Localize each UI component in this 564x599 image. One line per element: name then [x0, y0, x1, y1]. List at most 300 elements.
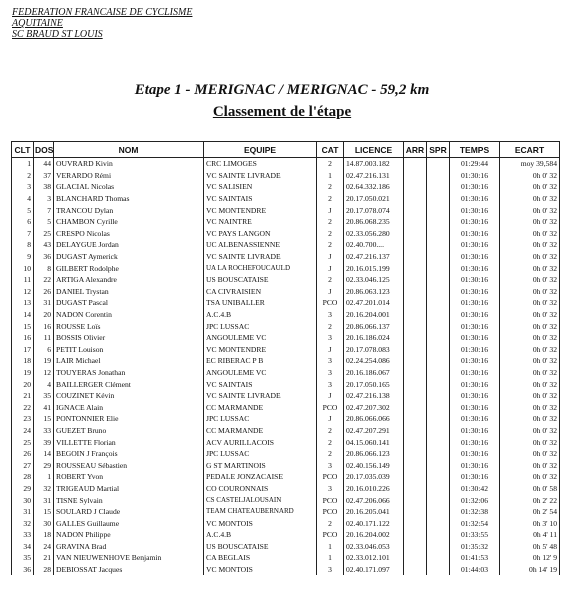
cell-time: 01:32:54 [450, 517, 500, 529]
column-header-category: CAT [317, 142, 344, 158]
cell-team: VC SALISIEN [204, 181, 317, 193]
cell-team: US BOUSCATAISE [204, 541, 317, 553]
cell-rank: 6 [12, 216, 34, 228]
cell-licence: 02.47.201.014 [344, 297, 404, 309]
cell-arrival [404, 471, 427, 483]
cell-rank: 27 [12, 459, 34, 471]
column-header-time: TEMPS [450, 142, 500, 158]
table-row [12, 274, 560, 286]
cell-team: TSA UNIBALLER [204, 297, 317, 309]
cell-bib: 25 [34, 228, 54, 240]
table-row [12, 552, 560, 564]
cell-team: TEAM CHATEAUBERNARD [204, 506, 317, 518]
cell-time: 01:32:06 [450, 494, 500, 506]
cell-gap: 0h 0' 32 [500, 355, 560, 367]
table-row [12, 459, 560, 471]
region-name: AQUITAINE [12, 18, 63, 29]
cell-rank: 15 [12, 320, 34, 332]
cell-team: UA LA ROCHEFOUCAULD [204, 262, 317, 274]
cell-bib: 44 [34, 158, 54, 170]
cell-name: BEGOIN J François [54, 448, 204, 460]
cell-gap: 0h 0' 32 [500, 204, 560, 216]
cell-gap: 0h 0' 32 [500, 436, 560, 448]
cell-time: 01:30:16 [450, 170, 500, 182]
table-row [12, 181, 560, 193]
cell-team: JPC LUSSAC [204, 413, 317, 425]
cell-bib: 26 [34, 286, 54, 298]
cell-sprint [427, 309, 450, 321]
cell-category: 2 [317, 274, 344, 286]
cell-category: 2 [317, 448, 344, 460]
cell-rank: 36 [12, 564, 34, 576]
cell-arrival [404, 541, 427, 553]
cell-time: 01:30:16 [450, 262, 500, 274]
cell-sprint [427, 436, 450, 448]
cell-sprint [427, 204, 450, 216]
cell-time: 01:30:16 [450, 320, 500, 332]
cell-time: 01:30:16 [450, 413, 500, 425]
cell-name: ROBERT Yvon [54, 471, 204, 483]
cell-gap: 0h 0' 32 [500, 228, 560, 240]
cell-rank: 11 [12, 274, 34, 286]
cell-time: 01:30:16 [450, 216, 500, 228]
cell-name: LAIR Michael [54, 355, 204, 367]
cell-gap: 0h 0' 32 [500, 401, 560, 413]
cell-category: 2 [317, 425, 344, 437]
column-header-sprint: SPR [427, 142, 450, 158]
cell-sprint [427, 483, 450, 495]
table-row [12, 344, 560, 356]
table-row [12, 320, 560, 332]
cell-bib: 22 [34, 274, 54, 286]
cell-rank: 24 [12, 425, 34, 437]
cell-licence: 02.47.207.291 [344, 425, 404, 437]
cell-team: A.C.4.B [204, 309, 317, 321]
cell-rank: 18 [12, 355, 34, 367]
table-row [12, 564, 560, 576]
cell-rank: 30 [12, 494, 34, 506]
table-row [12, 390, 560, 402]
cell-category: 1 [317, 541, 344, 553]
table-row [12, 332, 560, 344]
table-row [12, 483, 560, 495]
stage-ranking-title: Classement de l'étape [212, 104, 352, 120]
cell-arrival [404, 529, 427, 541]
table-row [12, 251, 560, 263]
cell-sprint [427, 564, 450, 576]
table-row [12, 413, 560, 425]
cell-bib: 31 [34, 297, 54, 309]
cell-sprint [427, 274, 450, 286]
cell-name: ARTIGA Alexandre [54, 274, 204, 286]
cell-sprint [427, 552, 450, 564]
cell-name: NADON Philippe [54, 529, 204, 541]
cell-rank: 25 [12, 436, 34, 448]
cell-arrival [404, 459, 427, 471]
cell-time: 01:30:16 [450, 378, 500, 390]
cell-name: DUGAST Pascal [54, 297, 204, 309]
cell-licence: 20.16.015.199 [344, 262, 404, 274]
cell-category: 2 [317, 193, 344, 205]
cell-licence: 14.87.003.182 [344, 158, 404, 170]
cell-category: 2 [317, 517, 344, 529]
cell-arrival [404, 378, 427, 390]
cell-licence: 02.33.046.053 [344, 541, 404, 553]
cell-licence: 20.17.078.083 [344, 344, 404, 356]
cell-bib: 11 [34, 332, 54, 344]
cell-rank: 31 [12, 506, 34, 518]
cell-sprint [427, 239, 450, 251]
cell-licence: 20.86.066.066 [344, 413, 404, 425]
cell-gap: 0h 2' 54 [500, 506, 560, 518]
cell-gap: 0h 0' 32 [500, 181, 560, 193]
cell-gap: 0h 0' 32 [500, 274, 560, 286]
cell-team: JPC LUSSAC [204, 320, 317, 332]
cell-arrival [404, 158, 427, 170]
cell-category: 3 [317, 309, 344, 321]
cell-rank: 9 [12, 251, 34, 263]
table-row [12, 494, 560, 506]
cell-time: 01:30:16 [450, 401, 500, 413]
cell-arrival [404, 436, 427, 448]
cell-gap: 0h 14' 19 [500, 564, 560, 576]
cell-arrival [404, 239, 427, 251]
cell-team: VC SAINTE LIVRADE [204, 170, 317, 182]
cell-bib: 15 [34, 506, 54, 518]
table-row [12, 228, 560, 240]
cell-bib: 3 [34, 193, 54, 205]
cell-licence: 02.40.171.097 [344, 564, 404, 576]
cell-gap: 0h 12' 9 [500, 552, 560, 564]
cell-bib: 16 [34, 320, 54, 332]
cell-time: 01:30:16 [450, 448, 500, 460]
cell-category: 2 [317, 228, 344, 240]
cell-arrival [404, 413, 427, 425]
cell-licence: 02.47.216.138 [344, 390, 404, 402]
cell-name: VAN NIEUWENHOVE Benjamin [54, 552, 204, 564]
table-row [12, 204, 560, 216]
cell-team: A.C.4.B [204, 529, 317, 541]
cell-rank: 8 [12, 239, 34, 251]
cell-team: VC SAINTAIS [204, 378, 317, 390]
cell-bib: 1 [34, 471, 54, 483]
table-row [12, 506, 560, 518]
cell-category: PCO [317, 401, 344, 413]
cell-team: VC SAINTE LIVRADE [204, 251, 317, 263]
cell-category: PCO [317, 297, 344, 309]
cell-category: 2 [317, 320, 344, 332]
organization-header [12, 7, 192, 40]
cell-team: VC SAINTAIS [204, 193, 317, 205]
cell-team: ANGOULEME VC [204, 367, 317, 379]
cell-sprint [427, 529, 450, 541]
cell-rank: 17 [12, 344, 34, 356]
cell-category: 3 [317, 564, 344, 576]
cell-name: ROUSSEAU Sébastien [54, 459, 204, 471]
cell-bib: 31 [34, 494, 54, 506]
cell-bib: 29 [34, 459, 54, 471]
cell-sprint [427, 494, 450, 506]
cell-category: 3 [317, 367, 344, 379]
federation-name: FEDERATION FRANCAISE DE CYCLISME [12, 7, 193, 18]
cell-time: 01:30:16 [450, 367, 500, 379]
cell-category: PCO [317, 471, 344, 483]
cell-licence: 02.47.216.137 [344, 251, 404, 263]
cell-arrival [404, 401, 427, 413]
cell-time: 01:41:53 [450, 552, 500, 564]
cell-licence: 20.16.186.067 [344, 367, 404, 379]
cell-time: 01:30:16 [450, 239, 500, 251]
cell-name: PETIT Louison [54, 344, 204, 356]
cell-gap: 0h 0' 32 [500, 390, 560, 402]
cell-bib: 39 [34, 436, 54, 448]
cell-bib: 18 [34, 529, 54, 541]
cell-rank: 10 [12, 262, 34, 274]
table-row [12, 517, 560, 529]
cell-arrival [404, 286, 427, 298]
cell-sprint [427, 448, 450, 460]
cell-rank: 21 [12, 390, 34, 402]
cell-time: 01:30:16 [450, 332, 500, 344]
cell-team: CO COURONNAIS [204, 483, 317, 495]
cell-gap: 0h 0' 32 [500, 448, 560, 460]
table-row [12, 425, 560, 437]
cell-bib: 37 [34, 170, 54, 182]
cell-team: CS CASTELJALOUSAIN [204, 494, 317, 506]
column-header-gap: ECART [500, 142, 560, 158]
cell-gap: 0h 0' 32 [500, 459, 560, 471]
cell-arrival [404, 506, 427, 518]
cell-licence: 20.17.035.039 [344, 471, 404, 483]
cell-licence: 20.86.066.137 [344, 320, 404, 332]
cell-bib: 5 [34, 216, 54, 228]
cell-sprint [427, 297, 450, 309]
cell-name: BAILLERGER Clément [54, 378, 204, 390]
cell-time: 01:30:16 [450, 274, 500, 286]
cell-team: VC SAINTE LIVRADE [204, 390, 317, 402]
cell-name: GUEZET Bruno [54, 425, 204, 437]
column-header-bib: DOS [34, 142, 54, 158]
cell-sprint [427, 425, 450, 437]
cell-gap: 0h 0' 32 [500, 367, 560, 379]
cell-time: 01:30:16 [450, 390, 500, 402]
cell-gap: 0h 5' 48 [500, 541, 560, 553]
cell-category: J [317, 251, 344, 263]
cell-sprint [427, 320, 450, 332]
table-row [12, 170, 560, 182]
cell-arrival [404, 170, 427, 182]
cell-team: CC MARMANDE [204, 401, 317, 413]
cell-licence: 20.16.186.024 [344, 332, 404, 344]
cell-name: IGNACE Alain [54, 401, 204, 413]
table-row [12, 355, 560, 367]
cell-sprint [427, 355, 450, 367]
cell-bib: 7 [34, 204, 54, 216]
cell-category: 1 [317, 552, 344, 564]
cell-sprint [427, 344, 450, 356]
cell-time: 01:29:44 [450, 158, 500, 170]
cell-name: BLANCHARD Thomas [54, 193, 204, 205]
cell-arrival [404, 494, 427, 506]
cell-licence: 02.40.700.... [344, 239, 404, 251]
column-header-licence: LICENCE [344, 142, 404, 158]
cell-arrival [404, 216, 427, 228]
cell-rank: 23 [12, 413, 34, 425]
table-row [12, 541, 560, 553]
table-row [12, 529, 560, 541]
cell-name: GRAVINA Brad [54, 541, 204, 553]
cell-name: TOUYERAS Jonathan [54, 367, 204, 379]
cell-rank: 7 [12, 228, 34, 240]
cell-name: DEBIOSSAT Jacques [54, 564, 204, 576]
cell-bib: 12 [34, 367, 54, 379]
cell-sprint [427, 367, 450, 379]
cell-sprint [427, 286, 450, 298]
cell-team: VC MONTOIS [204, 517, 317, 529]
cell-sprint [427, 251, 450, 263]
cell-category: PCO [317, 506, 344, 518]
cell-time: 01:30:16 [450, 297, 500, 309]
cell-sprint [427, 378, 450, 390]
cell-team: EC RIBERAC P B [204, 355, 317, 367]
cell-sprint [427, 332, 450, 344]
table-row [12, 367, 560, 379]
cell-category: PCO [317, 529, 344, 541]
cell-bib: 6 [34, 344, 54, 356]
cell-time: 01:30:42 [450, 483, 500, 495]
cell-arrival [404, 228, 427, 240]
cell-team: CA CIVRAISIEN [204, 286, 317, 298]
cell-bib: 41 [34, 401, 54, 413]
cell-time: 01:30:16 [450, 204, 500, 216]
cell-arrival [404, 425, 427, 437]
cell-licence: 20.86.068.235 [344, 216, 404, 228]
cell-rank: 14 [12, 309, 34, 321]
cell-gap: 0h 0' 32 [500, 425, 560, 437]
table-row [12, 193, 560, 205]
cell-category: 2 [317, 436, 344, 448]
cell-bib: 19 [34, 355, 54, 367]
column-header-rank: CLT [12, 142, 34, 158]
cell-gap: 0h 0' 32 [500, 378, 560, 390]
cell-name: TISNE Sylvain [54, 494, 204, 506]
cell-gap: 0h 0' 32 [500, 297, 560, 309]
cell-bib: 35 [34, 390, 54, 402]
cell-gap: 0h 0' 32 [500, 170, 560, 182]
table-row [12, 216, 560, 228]
cell-licence: 20.16.205.041 [344, 506, 404, 518]
table-body [12, 158, 560, 576]
cell-rank: 2 [12, 170, 34, 182]
cell-rank: 32 [12, 517, 34, 529]
cell-rank: 29 [12, 483, 34, 495]
cell-time: 01:30:16 [450, 181, 500, 193]
cell-rank: 33 [12, 529, 34, 541]
cell-name: TRANCOU Dylan [54, 204, 204, 216]
cell-category: J [317, 413, 344, 425]
cell-arrival [404, 262, 427, 274]
cell-name: VILLETTE Florian [54, 436, 204, 448]
cell-category: 3 [317, 459, 344, 471]
cell-arrival [404, 320, 427, 332]
cell-bib: 15 [34, 413, 54, 425]
cell-team: CC MARMANDE [204, 425, 317, 437]
cell-category: J [317, 262, 344, 274]
cell-licence: 20.17.050.165 [344, 378, 404, 390]
cell-arrival [404, 552, 427, 564]
cell-gap: 0h 0' 32 [500, 320, 560, 332]
cell-bib: 30 [34, 517, 54, 529]
cell-category: 2 [317, 239, 344, 251]
cell-bib: 21 [34, 552, 54, 564]
cell-sprint [427, 181, 450, 193]
cell-sprint [427, 158, 450, 170]
cell-time: 01:30:16 [450, 344, 500, 356]
table-row [12, 286, 560, 298]
cell-rank: 35 [12, 552, 34, 564]
column-header-arrival: ARR [404, 142, 427, 158]
cell-category: 3 [317, 332, 344, 344]
cell-time: 01:30:16 [450, 425, 500, 437]
cell-arrival [404, 251, 427, 263]
cell-bib: 36 [34, 251, 54, 263]
cell-team: CRC LIMOGES [204, 158, 317, 170]
cell-arrival [404, 344, 427, 356]
cell-arrival [404, 390, 427, 402]
cell-arrival [404, 309, 427, 321]
table-row [12, 378, 560, 390]
cell-sprint [427, 506, 450, 518]
cell-team: ANGOULEME VC [204, 332, 317, 344]
cell-team: VC MONTENDRE [204, 204, 317, 216]
cell-team: UC ALBENASSIENNE [204, 239, 317, 251]
cell-team: VC MONTENDRE [204, 344, 317, 356]
cell-sprint [427, 262, 450, 274]
cell-sprint [427, 517, 450, 529]
cell-gap: 0h 0' 32 [500, 239, 560, 251]
cell-rank: 3 [12, 181, 34, 193]
cell-arrival [404, 517, 427, 529]
cell-rank: 5 [12, 204, 34, 216]
cell-time: 01:30:16 [450, 471, 500, 483]
cell-gap: 0h 3' 10 [500, 517, 560, 529]
cell-rank: 34 [12, 541, 34, 553]
cell-team: JPC LUSSAC [204, 448, 317, 460]
cell-licence: 20.86.066.123 [344, 448, 404, 460]
cell-rank: 26 [12, 448, 34, 460]
cell-name: GILBERT Rodolphe [54, 262, 204, 274]
cell-gap: 0h 0' 32 [500, 193, 560, 205]
cell-licence: 20.16.204.001 [344, 309, 404, 321]
cell-time: 01:30:16 [450, 309, 500, 321]
cell-rank: 13 [12, 297, 34, 309]
cell-bib: 20 [34, 309, 54, 321]
cell-sprint [427, 216, 450, 228]
cell-team: VC MONTOIS [204, 564, 317, 576]
cell-licence: 02.47.207.302 [344, 401, 404, 413]
column-header-name: NOM [54, 142, 204, 158]
cell-sprint [427, 413, 450, 425]
cell-time: 01:30:16 [450, 436, 500, 448]
results-table [11, 141, 560, 575]
cell-licence: 04.15.060.141 [344, 436, 404, 448]
cell-name: CRESPO Nicolas [54, 228, 204, 240]
cell-arrival [404, 448, 427, 460]
cell-name: NADON Corentin [54, 309, 204, 321]
cell-category: 3 [317, 355, 344, 367]
cell-sprint [427, 541, 450, 553]
cell-name: CHAMBON Cyrille [54, 216, 204, 228]
